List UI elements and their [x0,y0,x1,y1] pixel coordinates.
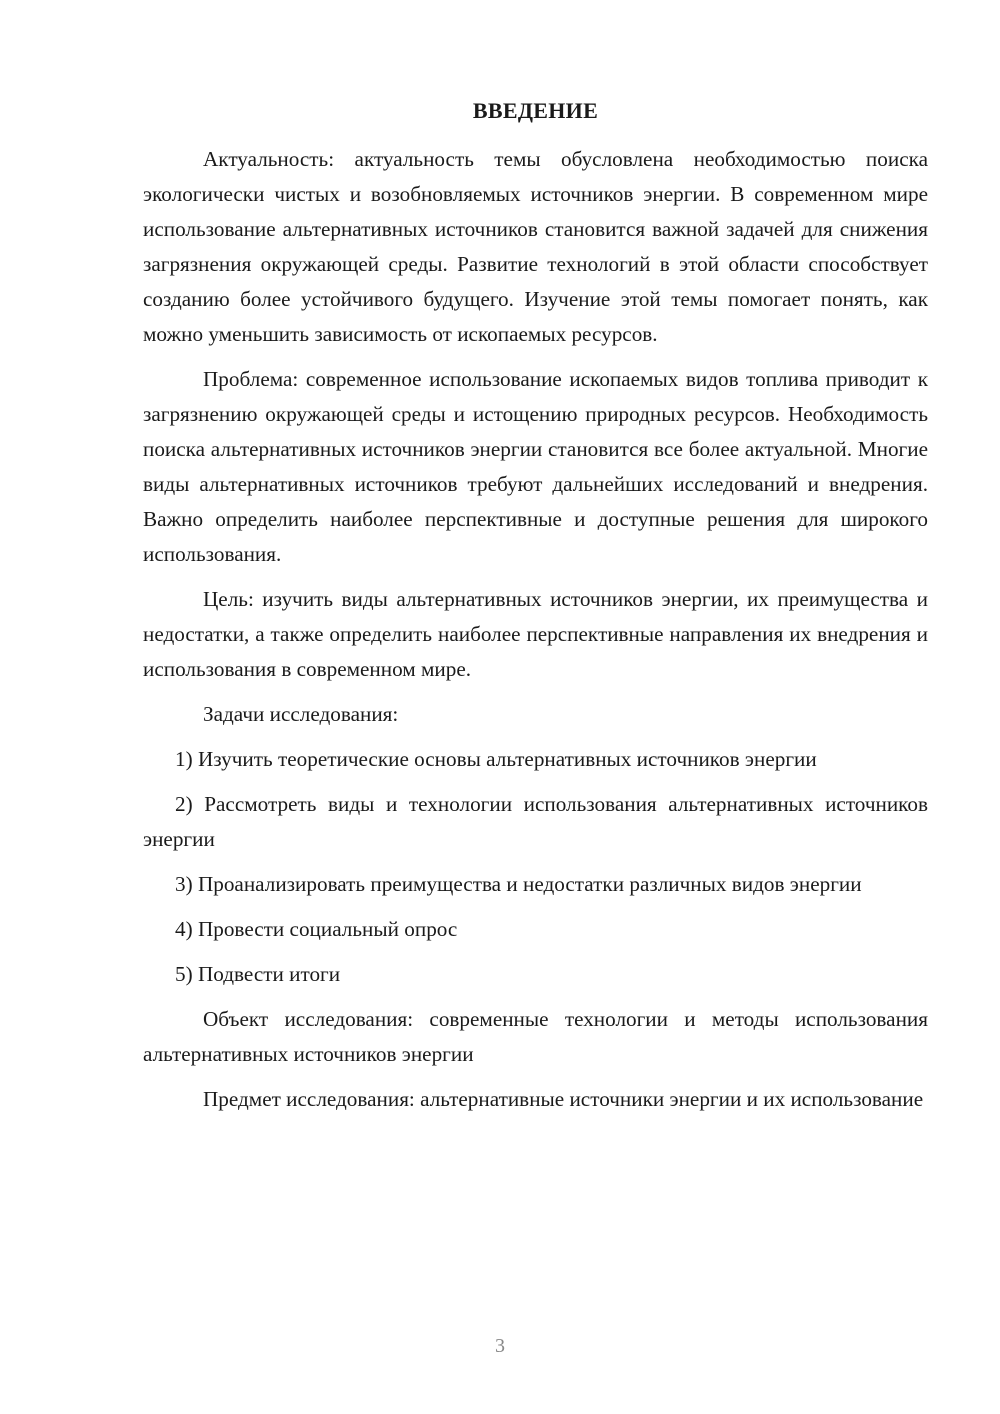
page-number: 3 [495,1335,505,1357]
paragraph-problem: Проблема: современное использование ископаемых видов топлива приводит к загрязнению окружающей среды и истощению природных ресурсов. Необходимость поиска альтернативных источников энергии становится все более актуальной. Многие виды альтернативных источников требуют дальнейших исследований и внедрения. Важно определить наиболее перспективные и доступные решения для широкого использования. [143,367,928,566]
task-item-1: 1) Изучить теоретические основы альтернативных источников энергии [175,747,817,771]
paragraph-goal: Цель: изучить виды альтернативных источников энергии, их преимущества и недостатки, а также определить наиболее перспективные направления их внедрения и использования в современном мире. [143,587,928,681]
paragraph-subject: Предмет исследования: альтернативные источники энергии и их использование [203,1087,924,1111]
task-item-2: 2) Рассмотреть виды и технологии использования альтернативных источников энергии [143,792,928,851]
tasks-heading: Задачи исследования: [203,702,399,726]
document-body [143,142,928,1127]
task-item-4: 4) Провести социальный опрос [175,917,458,941]
page-title: ВВЕДЕНИЕ [472,98,599,123]
paragraph-object: Объект исследования: современные технологии и методы использования альтернативных источников энергии [143,1007,928,1066]
paragraph-relevance: Актуальность: актуальность темы обусловлена необходимостью поиска экологически чистых и возобновляемых источников энергии. В современном мире использование альтернативных источников становится важной задачей для снижения загрязнения окружающей среды. Развитие технологий в этой области способствует созданию более устойчивого будущего. Изучение этой темы помогает понять, как можно уменьшить зависимость от ископаемых ресурсов. [143,147,928,346]
task-item-5: 5) Подвести итоги [175,962,341,986]
task-item-3: 3) Проанализировать преимущества и недостатки различных видов энергии [175,872,862,896]
